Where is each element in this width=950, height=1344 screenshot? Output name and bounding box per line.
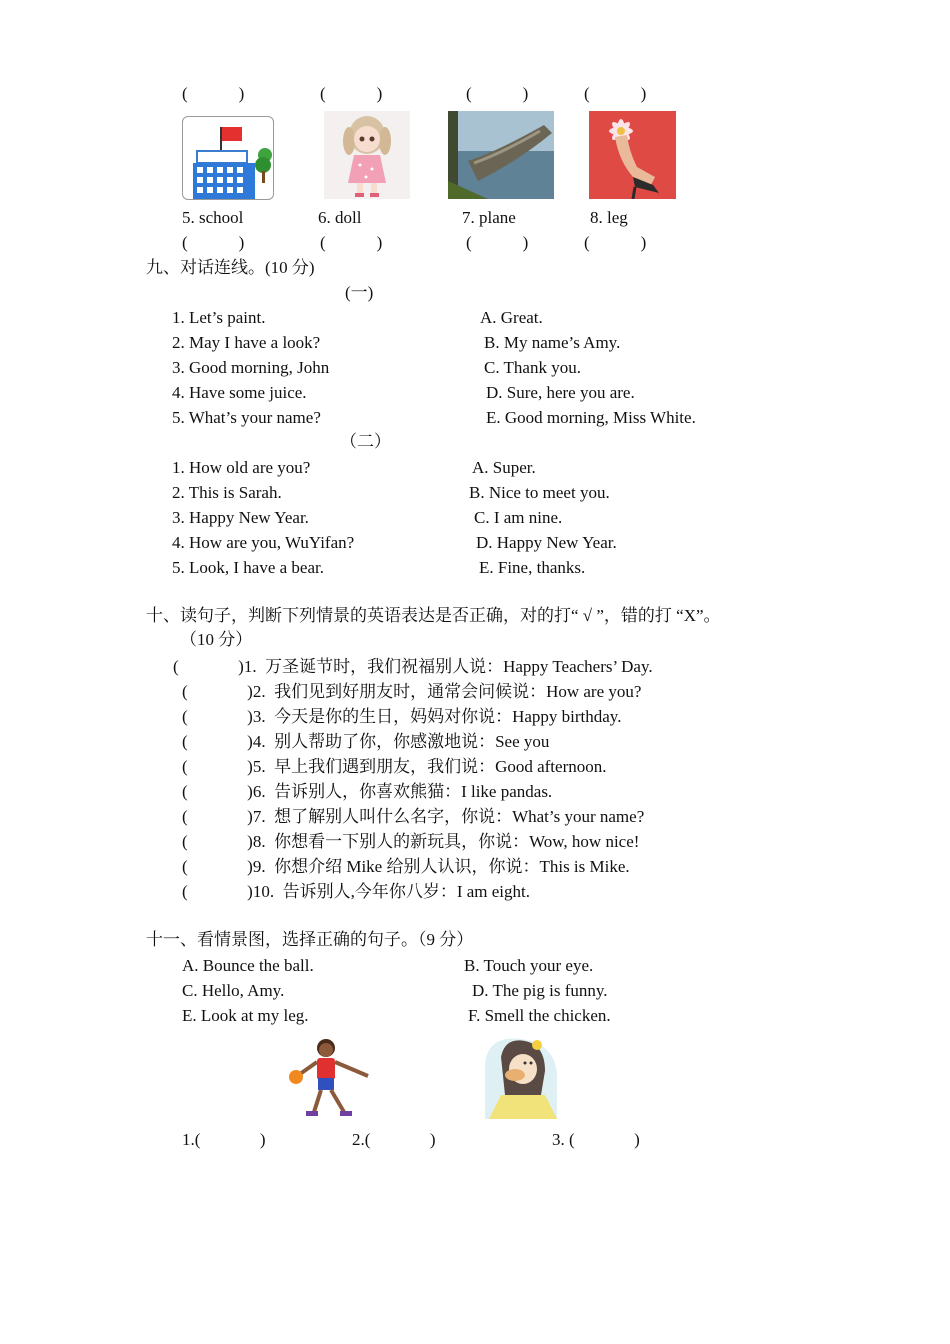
judgment-item[interactable]: ( )5. 早上我们遇到朋友，我们说：Good afternoon. xyxy=(182,757,607,776)
girl-smelling-food-icon xyxy=(475,1035,567,1119)
section-9-title: 九、对话连线。(10 分) xyxy=(146,258,315,277)
answer-bracket-7[interactable]: ( ) xyxy=(466,233,529,252)
judgment-item[interactable]: ( )6. 告诉别人，你喜欢熊猫：I like pandas. xyxy=(182,782,553,801)
answer-slot-3[interactable]: 3. ( ) xyxy=(552,1130,640,1149)
answer-bracket-1[interactable]: ( ) xyxy=(182,84,245,103)
section-11-title: 十一、看情景图，选择正确的句子。（9 分） xyxy=(146,930,474,949)
picture-label-plane: 7. plane xyxy=(462,208,516,227)
boat-photo-icon xyxy=(448,111,554,199)
dialog-left-item: 1. How old are you? xyxy=(172,458,311,477)
picture-label-doll: 6. doll xyxy=(318,208,362,227)
dialog-right-item: C. I am nine. xyxy=(474,508,563,527)
high-heel-leg-icon xyxy=(589,111,676,199)
option-item: B. Touch your eye. xyxy=(464,956,594,975)
dialog-left-item: 2. May I have a look? xyxy=(172,333,321,352)
picture-label-school: 5. school xyxy=(182,208,244,227)
dialog-left-item: 3. Happy New Year. xyxy=(172,508,309,527)
answer-bracket-4[interactable]: ( ) xyxy=(584,84,647,103)
answer-bracket-5[interactable]: ( ) xyxy=(182,233,245,252)
option-item: F. Smell the chicken. xyxy=(468,1006,611,1025)
section-9-part2-heading: （二） xyxy=(340,432,391,451)
dialog-right-item: D. Happy New Year. xyxy=(476,533,617,552)
judgment-item[interactable]: ( )4. 别人帮助了你，你感激地说：See you xyxy=(182,732,550,751)
school-building-icon xyxy=(182,116,274,200)
boy-bouncing-ball-icon xyxy=(284,1036,372,1120)
section-9-part1-heading: (一) xyxy=(345,283,374,302)
dialog-left-item: 1. Let’s paint. xyxy=(172,308,266,327)
judgment-item[interactable]: ( )1. 万圣诞节时，我们祝福别人说：Happy Teachers’ Day. xyxy=(173,657,653,676)
option-item: D. The pig is funny. xyxy=(472,981,608,1000)
dialog-right-item: A. Great. xyxy=(480,308,543,327)
section-10-title: 十、读句子，判断下列情景的英语表达是否正确，对的打“ √ ”，错的打 “X”。 xyxy=(146,606,721,625)
doll-photo-icon xyxy=(324,111,410,199)
picture-label-leg: 8. leg xyxy=(590,208,628,227)
dialog-right-item: A. Super. xyxy=(472,458,536,477)
option-item: A. Bounce the ball. xyxy=(182,956,314,975)
dialog-left-item: 5. Look, I have a bear. xyxy=(172,558,324,577)
dialog-left-item: 4. Have some juice. xyxy=(172,383,307,402)
judgment-item[interactable]: ( )9. 你想介绍 Mike 给别人认识，你说：This is Mike. xyxy=(182,857,630,876)
answer-bracket-2[interactable]: ( ) xyxy=(320,84,383,103)
judgment-item[interactable]: ( )7. 想了解别人叫什么名字，你说：What’s your name? xyxy=(182,807,645,826)
dialog-right-item: B. Nice to meet you. xyxy=(469,483,610,502)
dialog-right-item: E. Fine, thanks. xyxy=(479,558,586,577)
section-10-points: （10 分） xyxy=(180,630,253,649)
option-item: C. Hello, Amy. xyxy=(182,981,285,1000)
judgment-item[interactable]: ( )8. 你想看一下别人的新玩具，你说：Wow, how nice! xyxy=(182,832,640,851)
answer-slot-2[interactable]: 2.( ) xyxy=(352,1130,436,1149)
answer-bracket-3[interactable]: ( ) xyxy=(466,84,529,103)
judgment-item[interactable]: ( )2. 我们见到好朋友时，通常会问候说：How are you? xyxy=(182,682,642,701)
judgment-item[interactable]: ( )3. 今天是你的生日，妈妈对你说：Happy birthday. xyxy=(182,707,622,726)
dialog-right-item: E. Good morning, Miss White. xyxy=(486,408,696,427)
answer-bracket-8[interactable]: ( ) xyxy=(584,233,647,252)
dialog-left-item: 2. This is Sarah. xyxy=(172,483,282,502)
dialog-right-item: C. Thank you. xyxy=(484,358,581,377)
answer-slot-1[interactable]: 1.( ) xyxy=(182,1130,266,1149)
option-item: E. Look at my leg. xyxy=(182,1006,309,1025)
dialog-right-item: D. Sure, here you are. xyxy=(486,383,635,402)
answer-bracket-6[interactable]: ( ) xyxy=(320,233,383,252)
dialog-right-item: B. My name’s Amy. xyxy=(484,333,621,352)
dialog-left-item: 5. What’s your name? xyxy=(172,408,321,427)
judgment-item[interactable]: ( )10. 告诉别人,今年你八岁：I am eight. xyxy=(182,882,530,901)
dialog-left-item: 4. How are you, WuYifan? xyxy=(172,533,355,552)
dialog-left-item: 3. Good morning, John xyxy=(172,358,330,377)
